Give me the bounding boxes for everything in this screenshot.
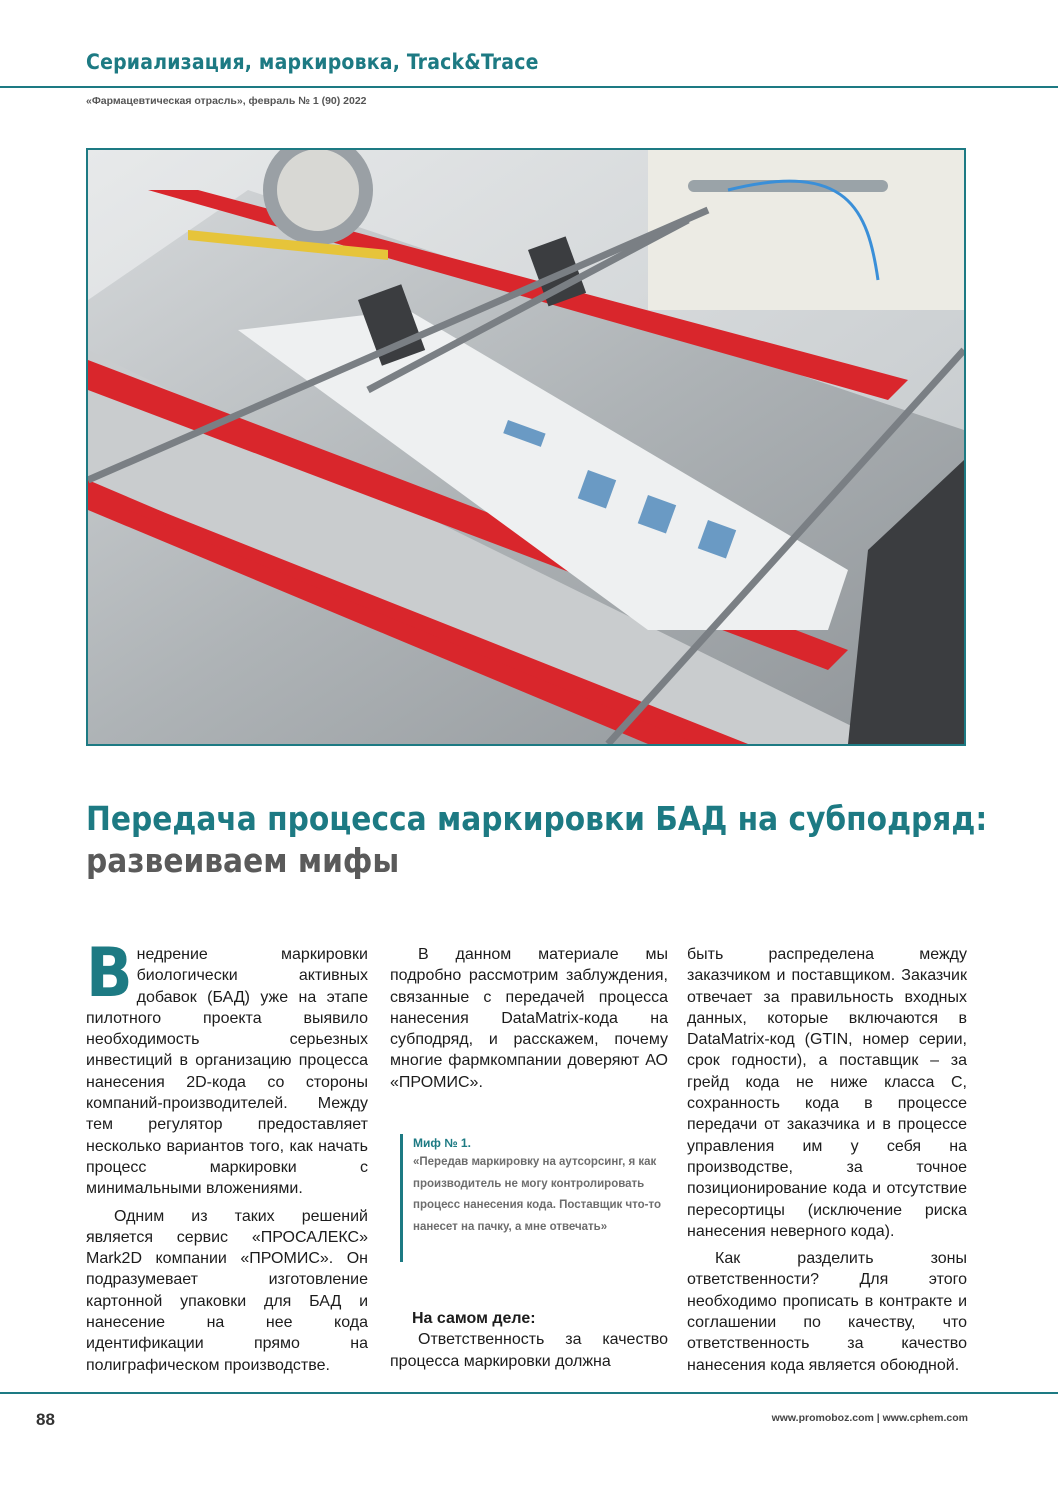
article-subtitle: развеиваем мифы <box>86 841 400 880</box>
header-rule <box>0 86 1058 88</box>
paragraph: Одним из таких решений является сервис «ПРОСАЛЕКС» Mark2D компании «ПРОМИС». Он подразумевает изготовление картонной упаковки для БАД и нанесение на нее кода идентификации прямо на полиграфическом производстве. <box>86 1207 368 1374</box>
column-1 <box>86 934 368 1382</box>
paragraph: Ответственность за качество процесса маркировки должна <box>390 1331 668 1370</box>
myth-quote: «Передав маркировку на аутсорсинг, я как производитель не могу контролировать процесс нанесения кода. Поставщик что-то нанесет на пачку, а мне отвечать» <box>413 1156 661 1233</box>
column-3 <box>687 944 967 1382</box>
myth-title: Миф № 1. <box>413 1136 471 1150</box>
actually-block <box>390 1308 668 1372</box>
intro-paragraph <box>86 934 368 1200</box>
paragraph: Как разделить зоны ответственности? Для этого необходимо прописать в контракте и соглашении по качеству, что ответственность за качество нанесения кода является обоюдной. <box>687 1250 967 1374</box>
page-number: 88 <box>36 1410 55 1429</box>
column-2 <box>390 944 668 1099</box>
footer-rule <box>0 1392 1058 1394</box>
footer-links: www.promoboz.com | www.cphem.com <box>771 1412 968 1424</box>
paragraph: быть распределена между заказчиком и поставщиком. Заказчик отвечает за правильность входных данных, которые включаются в DataMatrix-код (GTIN, номер серии, срок годности), а поставщик – за грейд кода не ниже класса С, сохранность кода в процессе передачи от заказчика и в процессе управления им у себя на производстве, за точное позиционирование кода и отсутствие пересортицы (исключение риска нанесения неверного кода). <box>687 946 967 1240</box>
article-title: Передача процесса маркировки БАД на субподряд: <box>86 799 988 838</box>
intro-text: недрение маркировки биологически активных добавок (БАД) уже на этапе пилотного проекта выявило необходимость серьезных инвестиций в организацию процесса нанесения 2D-кода со стороны компаний-производителей. Между тем регулятор предоставляет несколько вариантов того, как начать процесс маркировки с минимальными вложениями. <box>86 946 368 1198</box>
section-title: Сериализация, маркировка, Track&Trace <box>86 50 539 74</box>
actually-lead: На самом деле: <box>412 1310 536 1327</box>
myth-callout <box>400 1134 681 1262</box>
paragraph: В данном материале мы подробно рассмотрим заблуждения, связанные с передачей процесса нанесения DataMatrix-кода на субподряд, и расскажем, почему многие фармкомпании доверяют АО «ПРОМИС». <box>390 946 668 1091</box>
packaging-line-photo <box>88 150 964 744</box>
dropcap: В <box>86 934 133 1013</box>
journal-issue: «Фармацевтическая отрасль», февраль № 1 (90) 2022 <box>86 95 367 107</box>
article-photo <box>86 148 966 746</box>
